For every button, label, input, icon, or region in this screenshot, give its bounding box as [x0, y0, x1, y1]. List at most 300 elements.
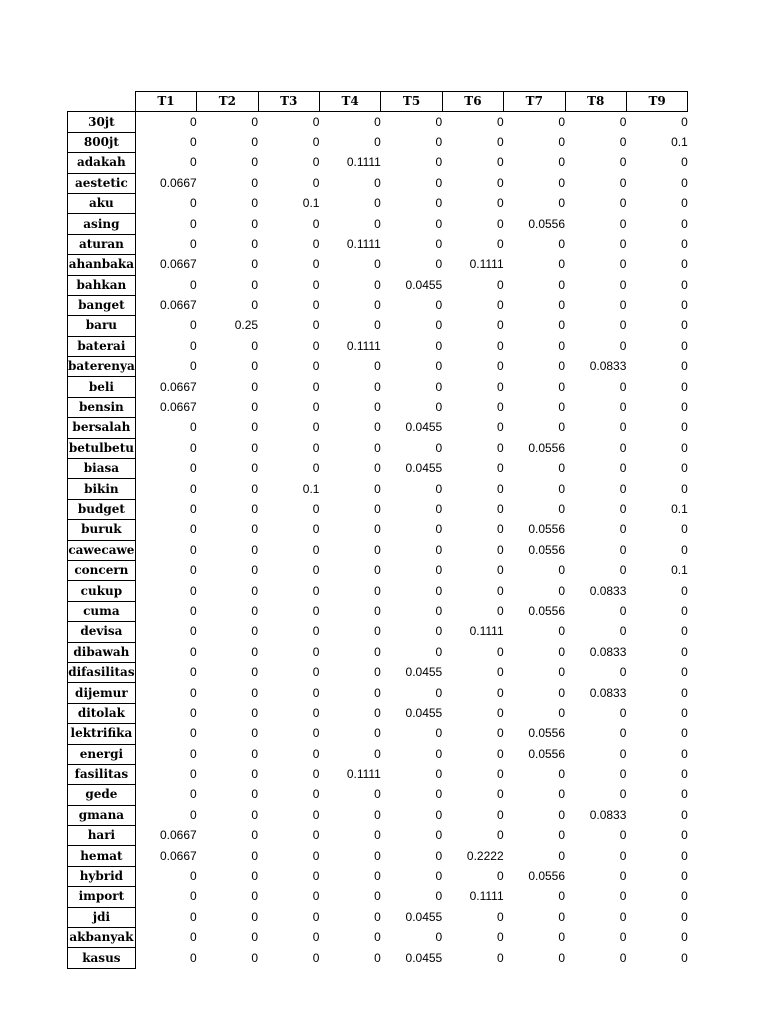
weight-cell: 0 — [558, 298, 566, 313]
term-cell: beli — [68, 377, 136, 397]
weight-cell: 0 — [374, 563, 381, 578]
weight-cell: 0 — [496, 481, 504, 496]
weight-cell: 0 — [558, 889, 566, 904]
table-row — [68, 724, 688, 744]
weight-cell: 0 — [312, 950, 320, 965]
weight-cell: 0 — [558, 909, 566, 924]
weight-cell: 0 — [681, 807, 688, 822]
weight-cell: 0 — [435, 502, 443, 516]
weight-cell: 0 — [189, 665, 197, 680]
weight-cell: 0 — [681, 216, 688, 231]
table-row — [68, 540, 688, 560]
weight-cell: 0 — [558, 563, 566, 578]
weight-cell: 0 — [558, 481, 566, 496]
weight-cell: 0 — [558, 502, 566, 516]
weight-cell: 0 — [312, 767, 320, 782]
weight-cell: 0 — [312, 257, 320, 272]
weight-cell: 0 — [681, 705, 688, 720]
table-row — [68, 703, 688, 723]
term-cell: devisa — [68, 622, 136, 642]
weight-cell: 0 — [496, 787, 504, 802]
weight-cell: 0 — [496, 909, 504, 924]
weight-cell: 0 — [189, 155, 197, 170]
weight-cell: 0 — [496, 400, 504, 415]
weight-cell: 0 — [681, 909, 688, 924]
weight-cell: 0 — [374, 114, 381, 129]
weight-cell: 0 — [681, 583, 688, 598]
weight-cell: 0 — [251, 624, 259, 639]
weight-cell: 0 — [374, 318, 381, 333]
weight-cell: 0 — [189, 583, 197, 598]
weight-cell: 0 — [312, 705, 320, 720]
weight-cell: 0 — [681, 889, 688, 904]
weight-cell: 0 — [435, 787, 443, 802]
weight-cell: 0 — [619, 665, 627, 680]
term-cell: akbanyak — [68, 928, 136, 948]
weight-cell: 0 — [558, 930, 566, 945]
weight-cell: 0 — [251, 359, 259, 374]
table-body — [68, 112, 688, 968]
weight-cell: 0 — [189, 522, 197, 537]
weight-cell: 0 — [496, 359, 504, 374]
weight-cell: 0 — [496, 807, 504, 822]
weight-cell: 0 — [374, 603, 381, 618]
weight-cell: 0 — [435, 583, 443, 598]
weight-cell: 0 — [558, 848, 566, 863]
weight-cell: 0 — [558, 644, 566, 659]
weight-cell: 0 — [251, 665, 259, 680]
weight-cell: 0 — [681, 542, 688, 557]
table-row — [68, 214, 688, 234]
weight-cell: 0 — [251, 338, 259, 353]
weight-cell: 0 — [681, 603, 688, 618]
table-row — [68, 866, 688, 886]
weight-cell: 0 — [619, 134, 627, 149]
weight-cell: 0 — [251, 542, 259, 557]
term-cell: kasus — [68, 948, 136, 968]
weight-cell: 0 — [374, 665, 381, 680]
weight-cell: 0 — [189, 930, 197, 945]
table-row — [68, 581, 688, 601]
table-row — [68, 662, 688, 682]
weight-cell: 0 — [619, 155, 627, 170]
weight-cell: 0 — [496, 685, 504, 700]
term-weight-table — [67, 91, 688, 969]
weight-cell: 0 — [251, 481, 259, 496]
column-header-t7: T7 — [504, 92, 565, 112]
weight-cell: 0.2222 — [466, 848, 504, 863]
weight-cell: 0 — [312, 236, 320, 251]
weight-cell: 0 — [251, 705, 259, 720]
weight-cell: 0 — [619, 603, 627, 618]
weight-cell: 0 — [496, 236, 504, 251]
term-cell: energi — [68, 744, 136, 764]
weight-cell: 0 — [312, 644, 320, 659]
weight-cell: 0 — [374, 134, 381, 149]
weight-cell: 0 — [374, 277, 381, 292]
table-row — [68, 560, 688, 580]
table-row — [68, 377, 688, 397]
weight-cell: 0.0556 — [528, 440, 566, 455]
weight-cell: 0 — [435, 522, 443, 537]
weight-cell: 0.25 — [234, 318, 259, 333]
weight-cell: 0 — [189, 461, 197, 476]
term-cell: budget — [68, 499, 136, 519]
weight-cell: 0 — [558, 379, 566, 394]
term-cell: baterenya — [68, 357, 136, 377]
term-cell: lektrifika — [68, 724, 136, 744]
weight-cell: 0 — [435, 440, 443, 455]
table-row — [68, 336, 688, 356]
weight-cell: 0 — [374, 950, 381, 965]
weight-cell: 0 — [681, 155, 688, 170]
weight-cell: 0 — [619, 828, 627, 843]
weight-cell: 0 — [496, 298, 504, 313]
weight-cell: 0 — [251, 134, 259, 149]
table-row — [68, 642, 688, 662]
weight-cell: 0 — [374, 909, 381, 924]
weight-cell: 0 — [374, 196, 381, 211]
table-row — [68, 805, 688, 825]
weight-cell: 0 — [496, 196, 504, 211]
weight-cell: 0 — [251, 848, 259, 863]
weight-cell: 0 — [496, 338, 504, 353]
table-row — [68, 255, 688, 275]
weight-cell: 0 — [189, 359, 197, 374]
weight-cell: 0.0556 — [528, 603, 566, 618]
weight-cell: 0 — [189, 236, 197, 251]
table-row — [68, 357, 688, 377]
weight-cell: 0 — [189, 440, 197, 455]
weight-cell: 0.0556 — [528, 726, 566, 741]
weight-cell: 0 — [374, 889, 381, 904]
weight-cell: 0 — [374, 461, 381, 476]
weight-cell: 0 — [374, 481, 381, 496]
weight-cell: 0 — [496, 869, 504, 884]
weight-cell: 0.0833 — [589, 807, 627, 822]
term-cell: baru — [68, 316, 136, 336]
table-row — [68, 846, 688, 866]
weight-cell: 0 — [619, 909, 627, 924]
weight-cell: 0 — [374, 379, 381, 394]
term-cell: fasilitas — [68, 764, 136, 784]
table-row — [68, 153, 688, 173]
weight-cell: 0 — [374, 828, 381, 843]
weight-cell: 0 — [251, 114, 259, 129]
weight-cell: 0 — [681, 338, 688, 353]
weight-cell: 0.0556 — [528, 869, 566, 884]
weight-cell: 0 — [681, 277, 688, 292]
term-cell: aku — [68, 193, 136, 213]
weight-cell: 0 — [496, 726, 504, 741]
weight-cell: 0.0667 — [159, 828, 197, 843]
table-row — [68, 112, 688, 132]
term-cell: difasilitas — [68, 662, 136, 682]
weight-cell: 0 — [681, 869, 688, 884]
weight-cell: 0 — [251, 869, 259, 884]
term-cell: ditolak — [68, 703, 136, 723]
term-cell: import — [68, 887, 136, 907]
weight-cell: 0 — [251, 175, 259, 190]
weight-cell: 0 — [558, 134, 566, 149]
weight-cell: 0 — [189, 318, 197, 333]
weight-cell: 0 — [496, 175, 504, 190]
term-cell: hemat — [68, 846, 136, 866]
weight-cell: 0 — [681, 624, 688, 639]
table-row — [68, 764, 688, 784]
weight-cell: 0 — [251, 644, 259, 659]
weight-cell: 0 — [312, 420, 320, 435]
spreadsheet-page — [67, 91, 688, 969]
weight-cell: 0 — [251, 502, 259, 516]
term-cell: cawecawe — [68, 540, 136, 560]
weight-cell: 0 — [251, 746, 259, 761]
weight-cell: 0 — [312, 114, 320, 129]
weight-cell: 0 — [435, 196, 443, 211]
weight-cell: 0 — [251, 440, 259, 455]
weight-cell: 0 — [435, 828, 443, 843]
weight-cell: 0 — [251, 583, 259, 598]
column-header-t3: T3 — [258, 92, 319, 112]
weight-cell: 0.0833 — [589, 644, 627, 659]
term-cell: dibawah — [68, 642, 136, 662]
weight-cell: 0 — [681, 746, 688, 761]
weight-cell: 0 — [435, 746, 443, 761]
weight-cell: 0 — [374, 644, 381, 659]
weight-cell: 0 — [619, 502, 627, 516]
weight-cell: 0 — [374, 542, 381, 557]
term-cell: aturan — [68, 234, 136, 254]
term-cell: gmana — [68, 805, 136, 825]
weight-cell: 0 — [619, 930, 627, 945]
weight-cell: 0 — [312, 298, 320, 313]
weight-cell: 0 — [496, 155, 504, 170]
weight-cell: 0 — [619, 257, 627, 272]
weight-cell: 0 — [558, 767, 566, 782]
weight-cell: 0 — [189, 889, 197, 904]
term-cell: bikin — [68, 479, 136, 499]
weight-cell: 0 — [312, 542, 320, 557]
table-row — [68, 887, 688, 907]
weight-cell: 0 — [312, 869, 320, 884]
table-row — [68, 683, 688, 703]
weight-cell: 0 — [681, 236, 688, 251]
weight-cell: 0 — [435, 726, 443, 741]
weight-cell: 0 — [435, 298, 443, 313]
weight-cell: 0.0455 — [405, 420, 443, 435]
weight-cell: 0 — [189, 134, 197, 149]
weight-cell: 0 — [558, 665, 566, 680]
weight-cell: 0 — [251, 767, 259, 782]
weight-cell: 0 — [496, 583, 504, 598]
table-row — [68, 418, 688, 438]
weight-cell: 0 — [496, 705, 504, 720]
weight-cell: 0 — [619, 889, 627, 904]
weight-cell: 0 — [189, 114, 197, 129]
weight-cell: 0 — [251, 216, 259, 231]
weight-cell: 0 — [251, 930, 259, 945]
column-header-t2: T2 — [197, 92, 258, 112]
table-row — [68, 948, 688, 968]
table-row — [68, 520, 688, 540]
weight-cell: 0 — [496, 603, 504, 618]
term-cell: 30jt — [68, 112, 136, 132]
weight-cell: 0 — [558, 175, 566, 190]
weight-cell: 0 — [681, 175, 688, 190]
weight-cell: 0 — [681, 196, 688, 211]
weight-cell: 0 — [435, 318, 443, 333]
weight-cell: 0 — [435, 216, 443, 231]
weight-cell: 0 — [619, 522, 627, 537]
weight-cell: 0 — [558, 114, 566, 129]
weight-cell: 0 — [374, 583, 381, 598]
weight-cell: 0 — [189, 216, 197, 231]
weight-cell: 0 — [496, 665, 504, 680]
weight-cell: 0 — [374, 726, 381, 741]
weight-cell: 0 — [251, 950, 259, 965]
term-cell: biasa — [68, 459, 136, 479]
weight-cell: 0 — [374, 175, 381, 190]
weight-cell: 0 — [189, 644, 197, 659]
table-row — [68, 459, 688, 479]
weight-cell: 0 — [619, 746, 627, 761]
weight-cell: 0 — [374, 685, 381, 700]
weight-cell: 0 — [435, 134, 443, 149]
table-row — [68, 438, 688, 458]
table-row — [68, 601, 688, 621]
weight-cell: 0 — [312, 583, 320, 598]
weight-cell: 0 — [374, 440, 381, 455]
weight-cell: 0 — [496, 440, 504, 455]
weight-cell: 0 — [435, 644, 443, 659]
weight-cell: 0 — [496, 420, 504, 435]
weight-cell: 0 — [312, 338, 320, 353]
table-row — [68, 499, 688, 519]
weight-cell: 0 — [558, 828, 566, 843]
weight-cell: 0 — [374, 930, 381, 945]
term-cell: dijemur — [68, 683, 136, 703]
column-header-t4: T4 — [319, 92, 380, 112]
weight-cell: 0 — [189, 603, 197, 618]
weight-cell: 0.0556 — [528, 522, 566, 537]
weight-cell: 0 — [435, 930, 443, 945]
weight-cell: 0 — [496, 542, 504, 557]
table-row — [68, 928, 688, 948]
term-cell: concern — [68, 560, 136, 580]
term-cell: banget — [68, 295, 136, 315]
weight-cell: 0.1111 — [346, 155, 381, 170]
weight-cell: 0 — [251, 807, 259, 822]
weight-cell: 0 — [435, 257, 443, 272]
table-row — [68, 744, 688, 764]
weight-cell: 0 — [619, 848, 627, 863]
weight-cell: 0 — [312, 318, 320, 333]
weight-cell: 0 — [435, 236, 443, 251]
weight-cell: 0 — [681, 114, 688, 129]
weight-cell: 0 — [619, 298, 627, 313]
weight-cell: 0 — [312, 930, 320, 945]
weight-cell: 0 — [312, 502, 320, 516]
weight-cell: 0 — [435, 400, 443, 415]
weight-cell: 0 — [435, 563, 443, 578]
weight-cell: 0 — [189, 726, 197, 741]
weight-cell: 0 — [312, 461, 320, 476]
weight-cell: 0.0455 — [405, 950, 443, 965]
column-header-t8: T8 — [565, 92, 626, 112]
weight-cell: 0 — [681, 644, 688, 659]
table-row — [68, 173, 688, 193]
table-row — [68, 234, 688, 254]
weight-cell: 0 — [558, 318, 566, 333]
weight-cell: 0 — [251, 522, 259, 537]
term-cell: jdi — [68, 907, 136, 927]
weight-cell: 0 — [681, 787, 688, 802]
weight-cell: 0.0556 — [528, 216, 566, 231]
weight-cell: 0 — [496, 950, 504, 965]
weight-cell: 0 — [435, 848, 443, 863]
weight-cell: 0 — [558, 950, 566, 965]
weight-cell: 0 — [435, 624, 443, 639]
weight-cell: 0 — [374, 807, 381, 822]
weight-cell: 0 — [251, 563, 259, 578]
weight-cell: 0 — [312, 440, 320, 455]
header-row — [68, 92, 688, 112]
column-header-t6: T6 — [442, 92, 503, 112]
weight-cell: 0 — [619, 175, 627, 190]
weight-cell: 0 — [619, 563, 627, 578]
weight-cell: 0 — [496, 134, 504, 149]
weight-cell: 0 — [435, 869, 443, 884]
weight-cell: 0.0455 — [405, 909, 443, 924]
weight-cell: 0 — [496, 767, 504, 782]
term-cell: bahkan — [68, 275, 136, 295]
weight-cell: 0 — [558, 685, 566, 700]
weight-cell: 0 — [558, 338, 566, 353]
column-header-t9: T9 — [626, 92, 687, 112]
weight-cell: 0.0667 — [159, 400, 197, 415]
weight-cell: 0 — [558, 257, 566, 272]
weight-cell: 0 — [374, 746, 381, 761]
weight-cell: 0 — [619, 767, 627, 782]
weight-cell: 0 — [374, 257, 381, 272]
weight-cell: 0 — [619, 379, 627, 394]
weight-cell: 0 — [435, 114, 443, 129]
weight-cell: 0 — [619, 950, 627, 965]
weight-cell: 0 — [312, 277, 320, 292]
weight-cell: 0 — [251, 420, 259, 435]
weight-cell: 0 — [251, 196, 259, 211]
weight-cell: 0.1 — [671, 134, 688, 149]
weight-cell: 0.0455 — [405, 705, 443, 720]
weight-cell: 0 — [189, 277, 197, 292]
weight-cell: 0 — [558, 624, 566, 639]
weight-cell: 0.1111 — [346, 338, 381, 353]
weight-cell: 0.0667 — [159, 175, 197, 190]
weight-cell: 0 — [619, 461, 627, 476]
weight-cell: 0 — [558, 583, 566, 598]
weight-cell: 0 — [435, 767, 443, 782]
weight-cell: 0 — [558, 807, 566, 822]
weight-cell: 0 — [251, 379, 259, 394]
term-cell: buruk — [68, 520, 136, 540]
weight-cell: 0 — [681, 726, 688, 741]
weight-cell: 0.1 — [302, 481, 320, 496]
weight-cell: 0 — [496, 216, 504, 231]
weight-cell: 0 — [189, 767, 197, 782]
term-cell: betulbetu — [68, 438, 136, 458]
weight-cell: 0 — [251, 909, 259, 924]
table-row — [68, 479, 688, 499]
